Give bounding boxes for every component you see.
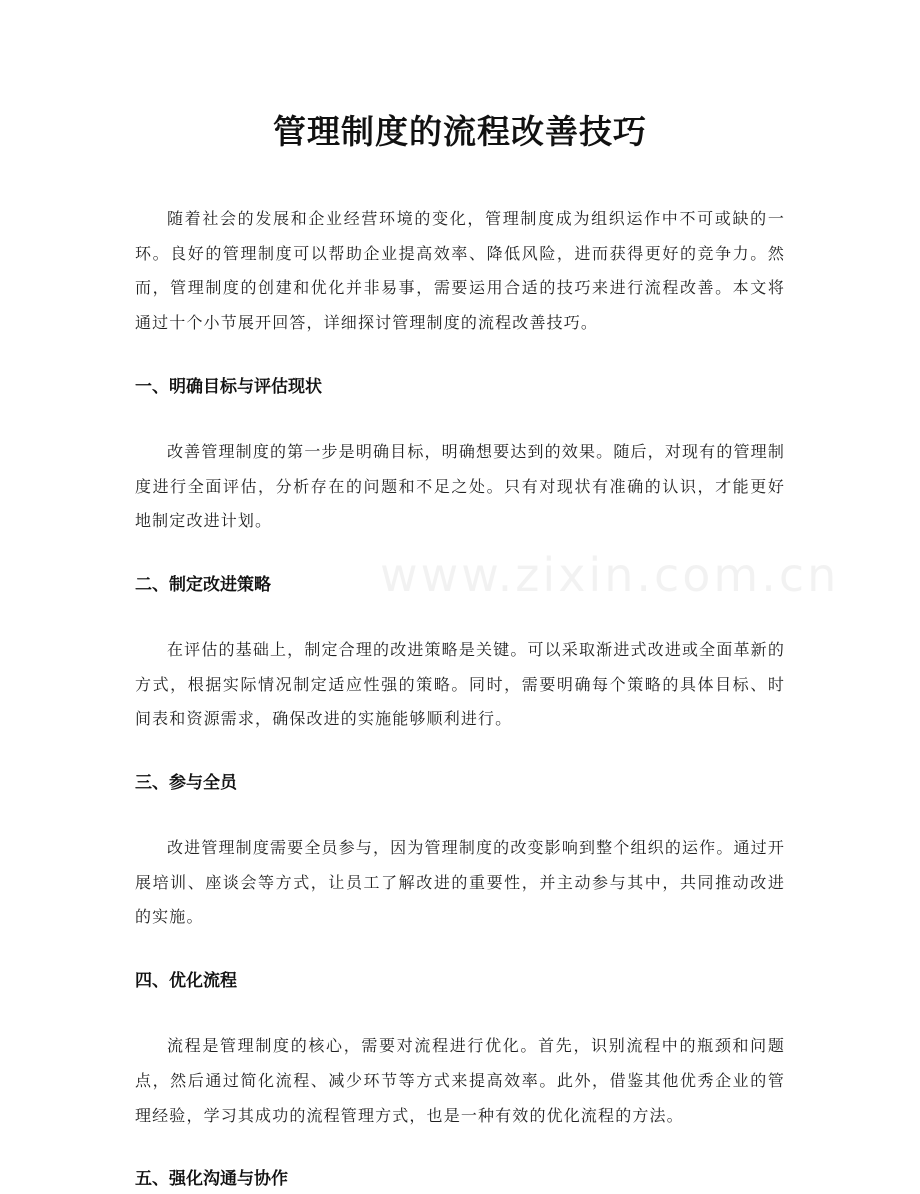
section-heading-1: 一、明确目标与评估现状 xyxy=(135,376,322,397)
intro-paragraph: 随着社会的发展和企业经营环境的变化，管理制度成为组织运作中不可或缺的一环。良好的管理制度可以帮助企业提高效率、降低风险，进而获得更好的竞争力。然而，管理制度的创建和优化并非易事，需要运用合适的技巧来进行流程改善。本文将通过十个小节展开回答，详细探讨管理制度的流程改善技巧。 xyxy=(135,209,785,333)
section-body-3: 改进管理制度需要全员参与，因为管理制度的改变影响到整个组织的运作。通过开展培训、座谈会等方式，让员工了解改进的重要性，并主动参与其中，共同推动改进的实施。 xyxy=(135,838,785,927)
section-heading-4: 四、优化流程 xyxy=(135,971,237,992)
document-title: 管理制度的流程改善技巧 xyxy=(273,112,647,151)
section-heading-5: 五、强化沟通与协作 xyxy=(135,1169,288,1190)
watermark-text: www.zixin.com.cn xyxy=(380,548,840,602)
section-heading-2: 二、制定改进策略 xyxy=(135,574,271,595)
section-body-2: 在评估的基础上，制定合理的改进策略是关键。可以采取渐进式改进或全面革新的方式，根据实际情况制定适应性强的策略。同时，需要明确每个策略的具体目标、时间表和资源需求，确保改进的实施能够顺利进行。 xyxy=(135,639,785,729)
section-body-1: 改善管理制度的第一步是明确目标，明确想要达到的效果。随后，对现有的管理制度进行全面评估，分析存在的问题和不足之处。只有对现状有准确的认识，才能更好地制定改进计划。 xyxy=(135,441,785,531)
section-heading-3: 三、参与全员 xyxy=(135,773,237,794)
section-body-4: 流程是管理制度的核心，需要对流程进行优化。首先，识别流程中的瓶颈和问题点，然后通过简化流程、减少环节等方式来提高效率。此外，借鉴其他优秀企业的管理经验，学习其成功的流程管理方式，也是一种有效的优化流程的方法。 xyxy=(135,1036,785,1125)
